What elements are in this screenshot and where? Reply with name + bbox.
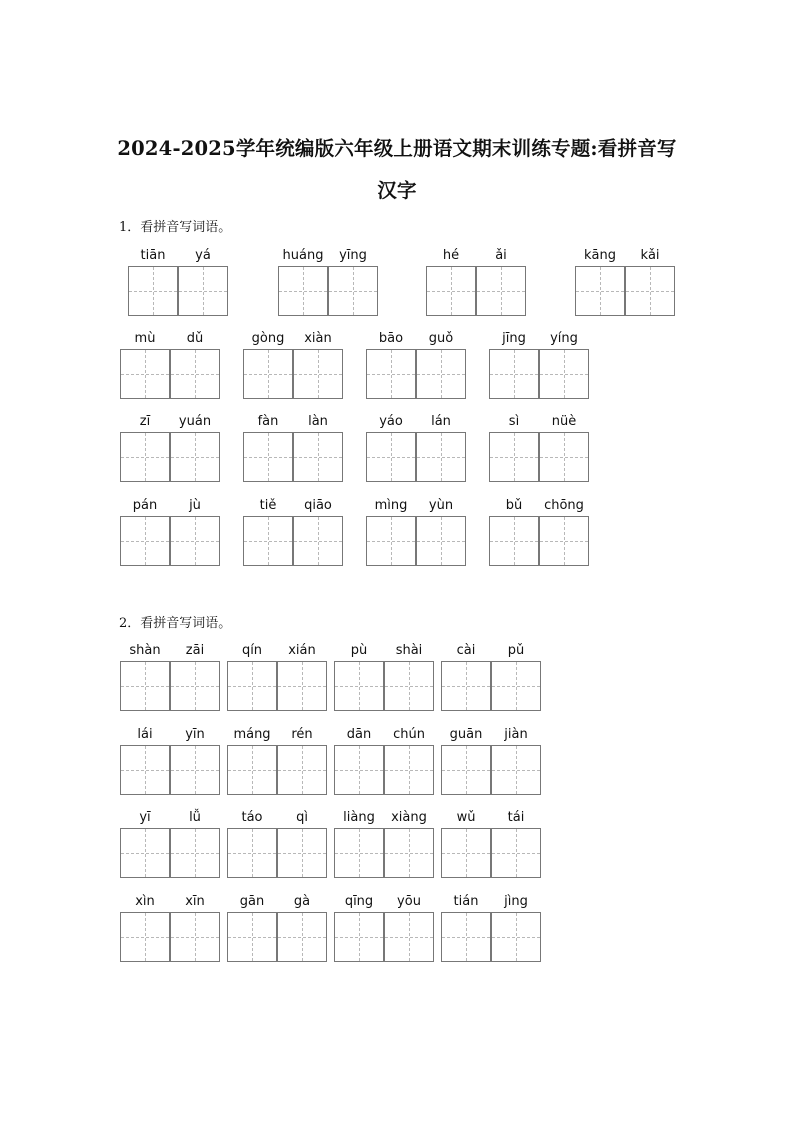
writing-box[interactable] (334, 661, 384, 711)
writing-box[interactable] (227, 912, 277, 962)
pinyin-label: cài (456, 643, 476, 658)
pinyin-label: chún (393, 727, 425, 742)
writing-box[interactable] (489, 432, 539, 482)
pinyin-label: shài (395, 643, 423, 658)
pinyin-label: lǚ (189, 810, 201, 825)
pinyin-label: liàng (343, 810, 375, 825)
writing-box[interactable] (227, 745, 277, 795)
writing-box[interactable] (227, 661, 277, 711)
pinyin-label: qīng (344, 894, 374, 909)
pinyin-label: lái (137, 727, 153, 742)
pinyin-label: yuán (178, 414, 212, 429)
writing-box[interactable] (277, 661, 327, 711)
pinyin-label: qì (296, 810, 308, 825)
writing-box[interactable] (120, 661, 170, 711)
pinyin-label: tiě (259, 498, 277, 513)
pinyin-label: guǒ (428, 331, 454, 346)
writing-box[interactable] (489, 349, 539, 399)
writing-box[interactable] (491, 912, 541, 962)
writing-box[interactable] (366, 516, 416, 566)
writing-box[interactable] (416, 432, 466, 482)
pinyin-label: fàn (257, 414, 279, 429)
writing-box[interactable] (170, 828, 220, 878)
pinyin-label: bǔ (505, 498, 523, 513)
writing-box[interactable] (539, 349, 589, 399)
writing-box[interactable] (128, 266, 178, 316)
pinyin-label: rén (291, 727, 313, 742)
pinyin-label: yùn (428, 498, 454, 513)
writing-box[interactable] (384, 745, 434, 795)
pinyin-label: sì (508, 414, 520, 429)
writing-box[interactable] (426, 266, 476, 316)
pinyin-label: wǔ (456, 810, 476, 825)
writing-box[interactable] (476, 266, 526, 316)
pinyin-label: mìng (374, 498, 408, 513)
writing-box[interactable] (120, 516, 170, 566)
pinyin-label: gòng (251, 331, 285, 346)
writing-box[interactable] (278, 266, 328, 316)
writing-box[interactable] (227, 828, 277, 878)
writing-box[interactable] (277, 828, 327, 878)
pinyin-label: gà (293, 894, 311, 909)
pinyin-label: chōng (544, 498, 584, 513)
pinyin-label: qín (241, 643, 263, 658)
writing-box[interactable] (243, 349, 293, 399)
pinyin-label: xiàn (304, 331, 332, 346)
pinyin-label: bāo (378, 331, 404, 346)
writing-box[interactable] (491, 745, 541, 795)
writing-box[interactable] (539, 516, 589, 566)
pinyin-label: yá (195, 248, 211, 263)
writing-box[interactable] (120, 432, 170, 482)
writing-box[interactable] (170, 516, 220, 566)
pinyin-label: pán (132, 498, 158, 513)
pinyin-label: tiān (140, 248, 166, 263)
pinyin-label: nüè (551, 414, 577, 429)
page-title-line1: 2024-2025学年统编版六年级上册语文期末训练专题:看拼音写 (117, 137, 677, 160)
pinyin-label: kāng (584, 248, 616, 263)
pinyin-label: yáo (379, 414, 403, 429)
pinyin-label: xìn (135, 894, 155, 909)
writing-box[interactable] (293, 516, 343, 566)
writing-box[interactable] (277, 745, 327, 795)
writing-box[interactable] (491, 828, 541, 878)
writing-box[interactable] (293, 432, 343, 482)
pinyin-label: lán (431, 414, 451, 429)
pinyin-label: shàn (129, 643, 161, 658)
writing-box[interactable] (491, 661, 541, 711)
writing-box[interactable] (170, 349, 220, 399)
pinyin-label: yīng (339, 248, 367, 263)
pinyin-label: jiàn (504, 727, 528, 742)
writing-box[interactable] (334, 745, 384, 795)
writing-box[interactable] (293, 349, 343, 399)
writing-box[interactable] (366, 349, 416, 399)
pinyin-label: jù (189, 498, 201, 513)
pinyin-label: zāi (185, 643, 205, 658)
pinyin-label: jìng (504, 894, 528, 909)
pinyin-label: kǎi (640, 248, 660, 263)
pinyin-label: zī (139, 414, 151, 429)
pinyin-label: dǔ (186, 331, 204, 346)
writing-box[interactable] (120, 349, 170, 399)
writing-box[interactable] (441, 828, 491, 878)
writing-box[interactable] (441, 661, 491, 711)
pinyin-label: jīng (502, 331, 526, 346)
writing-box[interactable] (120, 828, 170, 878)
pinyin-label: máng (233, 727, 271, 742)
writing-box[interactable] (243, 432, 293, 482)
pinyin-label: xiàng (391, 810, 427, 825)
pinyin-label: pǔ (507, 643, 525, 658)
writing-box[interactable] (384, 828, 434, 878)
pinyin-label: guān (449, 727, 483, 742)
writing-box[interactable] (416, 516, 466, 566)
pinyin-label: mù (134, 331, 156, 346)
pinyin-label: ǎi (495, 248, 507, 263)
writing-box[interactable] (539, 432, 589, 482)
writing-box[interactable] (120, 912, 170, 962)
pinyin-label: dān (346, 727, 372, 742)
writing-box[interactable] (170, 432, 220, 482)
pinyin-label: yīn (185, 727, 205, 742)
writing-box[interactable] (170, 912, 220, 962)
pinyin-label: xīn (185, 894, 205, 909)
writing-box[interactable] (120, 745, 170, 795)
writing-box[interactable] (366, 432, 416, 482)
writing-box[interactable] (178, 266, 228, 316)
pinyin-label: tái (507, 810, 525, 825)
pinyin-label: pù (350, 643, 368, 658)
pinyin-label: huáng (282, 248, 324, 263)
writing-box[interactable] (441, 745, 491, 795)
pinyin-label: tián (453, 894, 479, 909)
writing-box[interactable] (334, 912, 384, 962)
pinyin-label: yōu (397, 894, 421, 909)
pinyin-label: qiāo (304, 498, 332, 513)
writing-box[interactable] (416, 349, 466, 399)
writing-box[interactable] (334, 828, 384, 878)
pinyin-label: gān (239, 894, 265, 909)
writing-box[interactable] (170, 745, 220, 795)
pinyin-label: làn (308, 414, 328, 429)
pinyin-label: yī (139, 810, 151, 825)
pinyin-label: hé (442, 248, 460, 263)
writing-box[interactable] (170, 661, 220, 711)
writing-box[interactable] (384, 661, 434, 711)
writing-box[interactable] (441, 912, 491, 962)
writing-box[interactable] (625, 266, 675, 316)
pinyin-label: xián (288, 643, 316, 658)
pinyin-label: táo (241, 810, 263, 825)
question-2-label: 2．看拼音写词语。 (119, 616, 232, 631)
pinyin-label: yíng (550, 331, 578, 346)
writing-box[interactable] (328, 266, 378, 316)
writing-box[interactable] (489, 516, 539, 566)
page-title-line2: 汉字 (377, 179, 417, 202)
writing-box[interactable] (575, 266, 625, 316)
writing-box[interactable] (384, 912, 434, 962)
writing-box[interactable] (277, 912, 327, 962)
writing-box[interactable] (243, 516, 293, 566)
question-1-label: 1．看拼音写词语。 (119, 220, 232, 235)
